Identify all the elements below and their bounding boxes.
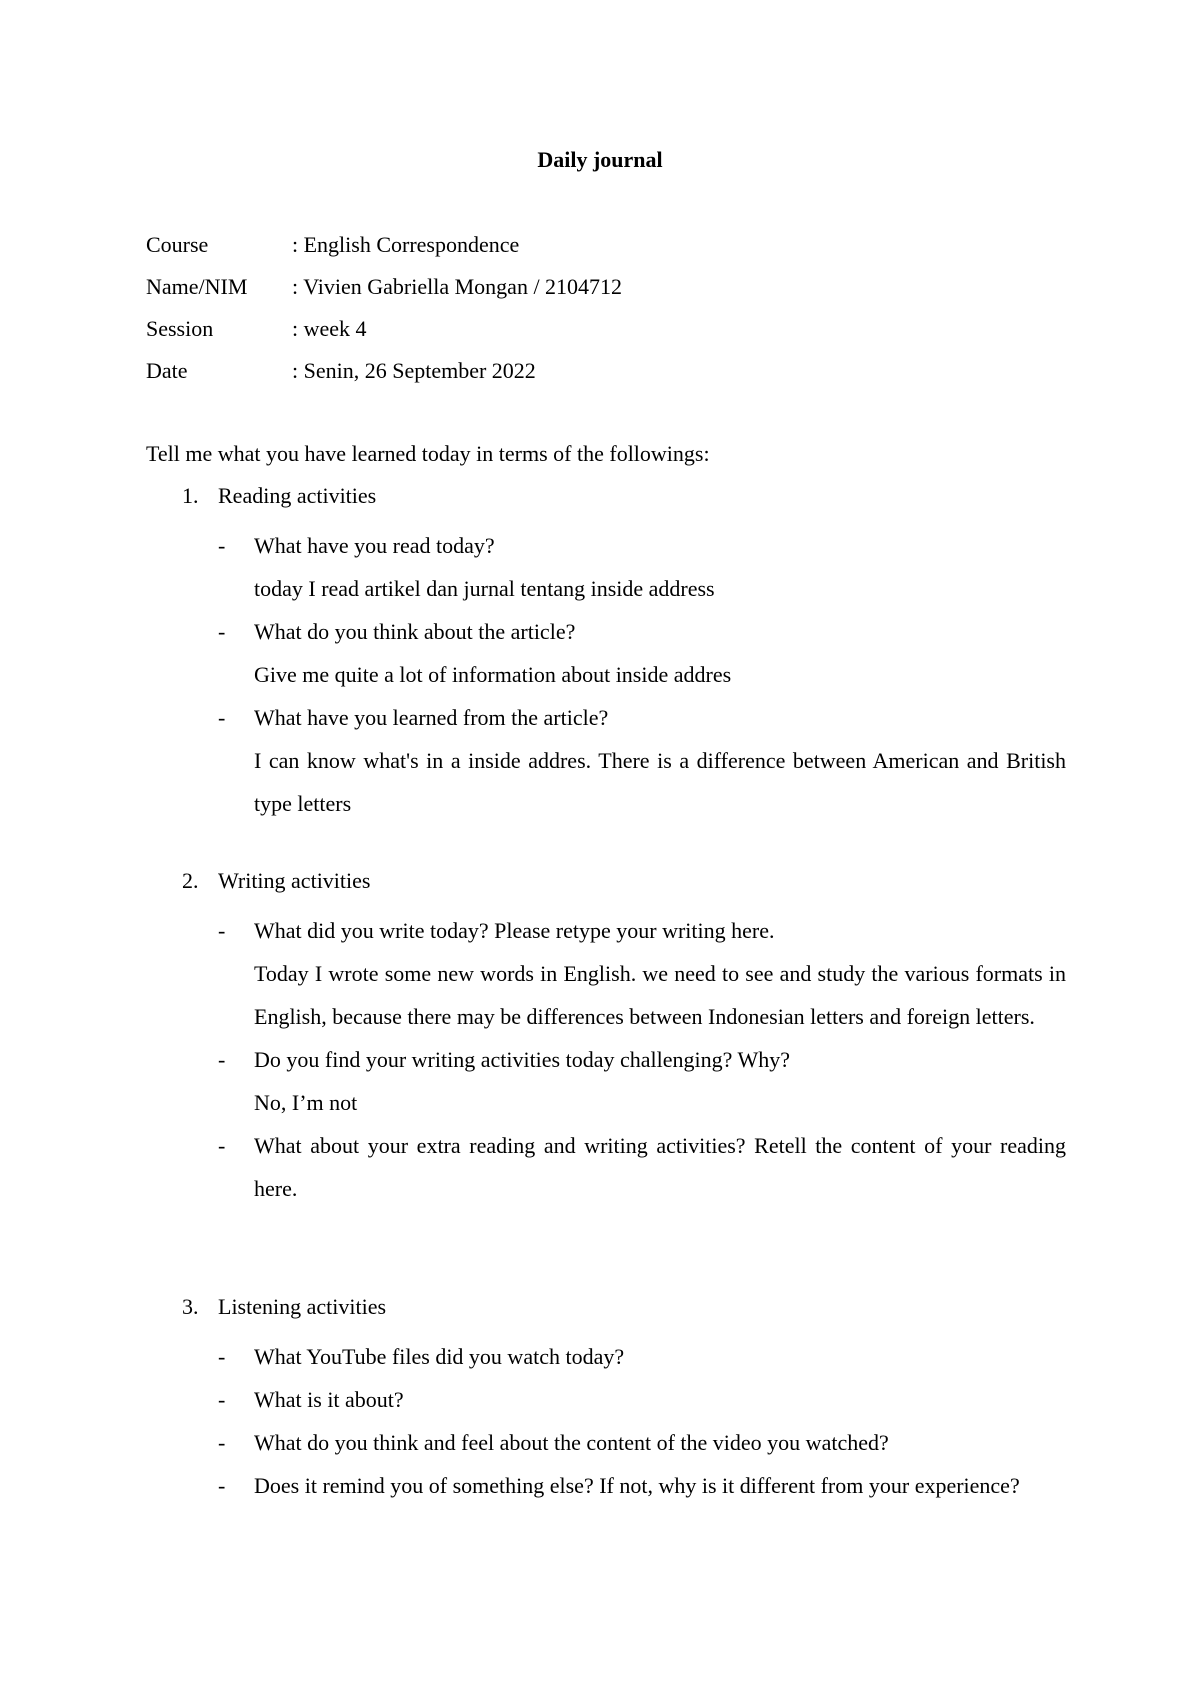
question-row — [146, 909, 1066, 952]
question-row — [146, 1378, 1066, 1421]
info-label: Name/NIM — [146, 274, 248, 299]
bullet-dash: - — [218, 1430, 226, 1455]
question-row — [146, 1421, 1066, 1464]
bullet-dash: - — [218, 1473, 226, 1498]
question-row — [146, 696, 1066, 739]
question-row — [146, 610, 1066, 653]
question-row — [146, 1464, 1066, 1507]
info-label: Course — [146, 232, 209, 257]
info-row-session — [146, 314, 622, 356]
question-text: What did you write today? Please retype your writing here. — [254, 918, 775, 943]
section-heading — [146, 866, 1066, 909]
info-label: Date — [146, 358, 188, 383]
document-title: Daily journal — [537, 147, 663, 172]
bullet-dash: - — [218, 619, 226, 644]
question-row — [146, 1335, 1066, 1378]
question-text: Does it remind you of something else? If not, why is it different from your experience? — [254, 1473, 1020, 1498]
question-text: What have you learned from the article? — [254, 705, 609, 730]
info-row-date — [146, 356, 622, 398]
info-value: : Senin, 26 September 2022 — [292, 358, 536, 383]
intro-text: Tell me what you have learned today in terms of the followings: — [146, 441, 710, 466]
question-text: What is it about? — [254, 1387, 404, 1412]
bullet-dash: - — [218, 1344, 226, 1369]
section-number: 2. — [182, 868, 199, 893]
section-writing — [146, 866, 1066, 1210]
section-number: 3. — [182, 1294, 199, 1319]
section-title: Writing activities — [218, 868, 371, 893]
question-row — [146, 1124, 1066, 1210]
bullet-dash: - — [218, 705, 226, 730]
info-label: Session — [146, 316, 214, 341]
question-text: Do you find your writing activities today challenging? Why? — [254, 1047, 791, 1072]
answer-text: today I read artikel dan jurnal tentang inside address — [254, 576, 715, 601]
bullet-dash: - — [218, 1133, 226, 1158]
section-heading — [146, 481, 1066, 524]
info-row-course — [146, 230, 622, 272]
section-number: 1. — [182, 483, 199, 508]
section-title: Reading activities — [218, 483, 377, 508]
bullet-dash: - — [218, 1387, 226, 1412]
section-title: Listening activities — [218, 1294, 387, 1319]
answer-text: No, I’m not — [254, 1090, 358, 1115]
bullet-dash: - — [218, 533, 226, 558]
answer-text: I can know what's in a inside addres. There is a difference between American and British type letters — [254, 748, 1066, 816]
info-row-name — [146, 272, 622, 314]
question-text: What do you think and feel about the content of the video you watched? — [254, 1430, 889, 1455]
question-text: What about your extra reading and writing activities? Retell the content of your reading here. — [254, 1133, 1066, 1201]
answer-text: Give me quite a lot of information about inside addres — [254, 662, 732, 687]
question-row — [146, 524, 1066, 567]
info-block — [146, 230, 622, 398]
section-reading — [146, 481, 1066, 825]
section-listening — [146, 1292, 1066, 1507]
bullet-dash: - — [218, 918, 226, 943]
info-value: : English Correspondence — [292, 232, 520, 257]
bullet-dash: - — [218, 1047, 226, 1072]
question-text: What have you read today? — [254, 533, 495, 558]
section-heading — [146, 1292, 1066, 1335]
question-row — [146, 1038, 1066, 1081]
question-text: What do you think about the article? — [254, 619, 576, 644]
info-value: : week 4 — [292, 316, 367, 341]
info-value: : Vivien Gabriella Mongan / 2104712 — [292, 274, 623, 299]
question-text: What YouTube files did you watch today? — [254, 1344, 625, 1369]
answer-text: Today I wrote some new words in English. we need to see and study the various formats in English, because there may be differences between Indonesian letters and foreign letters. — [254, 961, 1066, 1029]
